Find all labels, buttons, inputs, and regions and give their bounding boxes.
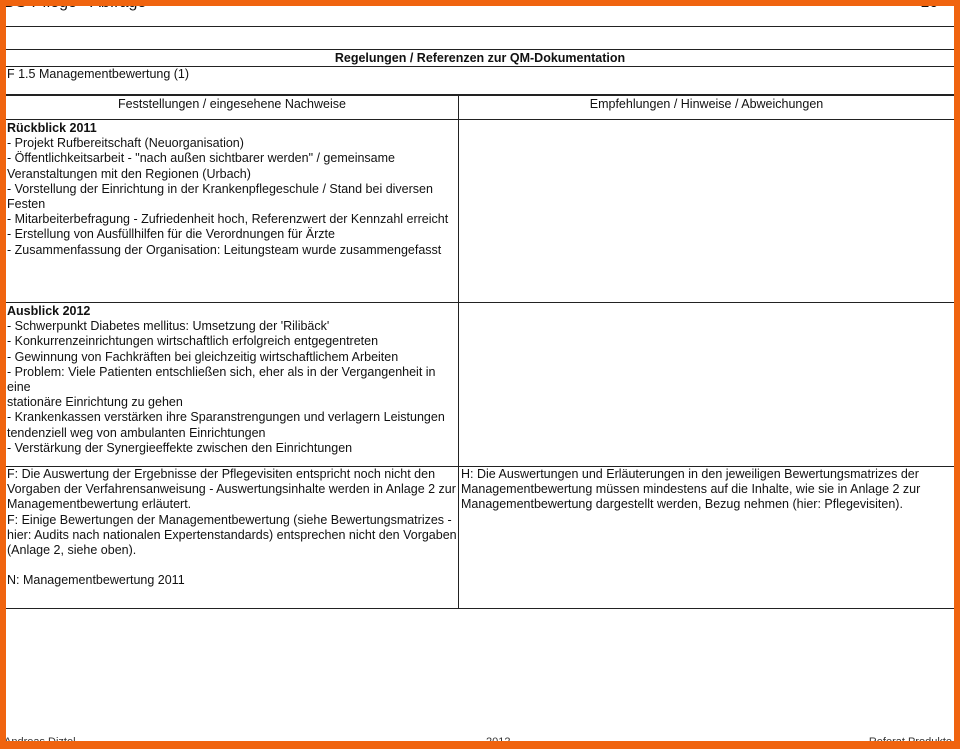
column-header-recommendations: Empfehlungen / Hinweise / Abweichungen <box>589 97 824 111</box>
section-subtitle: F 1.5 Managementbewertung (1) <box>7 67 190 81</box>
findings-cell <box>7 467 457 589</box>
column-header-findings: Feststellungen / eingesehene Nachweise <box>118 97 346 111</box>
rueckblick-cell <box>7 121 457 258</box>
table-bottom-rule <box>6 608 954 609</box>
column-header-bottom-rule <box>6 119 954 120</box>
ausblick-line: - Verstärkung der Synergieeffekte zwischen den Einrichtungen <box>7 440 353 455</box>
finding-line <box>7 558 457 573</box>
finding-line: Vorgaben der Verfahrensanweisung - Auswertungsinhalte werden in Anlage 2 zur <box>7 482 456 497</box>
ausblick-heading: Ausblick 2012 <box>7 304 91 318</box>
column-divider <box>458 95 459 609</box>
finding-line: N: Managementbewertung 2011 <box>7 573 185 588</box>
ausblick-line: - Krankenkassen verstärken ihre Sparanstrengungen und verlagern Leistungen <box>7 410 445 425</box>
frame-border-right <box>954 0 960 749</box>
rueckblick-line: - Öffentlichkeitsarbeit - "nach außen sichtbarer werden" / gemeinsame <box>7 151 395 166</box>
section-title: Regelungen / Referenzen zur QM-Dokumentation <box>334 51 626 65</box>
row-divider-1 <box>6 302 954 303</box>
ausblick-line: tendenziell weg von ambulanten Einrichtungen <box>7 425 266 440</box>
rueckblick-line: - Projekt Rufbereitschaft (Neuorganisation) <box>7 136 244 151</box>
column-header-top-rule <box>6 94 954 96</box>
frame-border-top <box>0 0 960 6</box>
ausblick-cell <box>7 304 457 456</box>
finding-line: F: Die Auswertung der Ergebnisse der Pflegevisiten entspricht noch nicht den <box>7 467 436 481</box>
frame-border-bottom <box>0 741 960 749</box>
ausblick-line: - Problem: Viele Patienten entschließen sich, eher als in der Vergangenheit in eine <box>7 364 439 395</box>
ausblick-line: - Gewinnung von Fachkräften bei gleichzeitig wirtschaftlichem Arbeiten <box>7 349 399 364</box>
section-top-rule <box>6 49 954 50</box>
header-rule <box>6 26 954 27</box>
rueckblick-line: - Zusammenfassung der Organisation: Leitungsteam wurde zusammengefasst <box>7 242 442 257</box>
finding-line: (Anlage 2, siehe oben). <box>7 543 137 558</box>
rueckblick-heading: Rückblick 2011 <box>7 121 97 135</box>
finding-line: hier: Audits nach nationalen Expertenstandards) entsprechen nicht den Vorgaben <box>7 527 457 542</box>
frame-border-left <box>0 0 6 749</box>
hint-line: Managementbewertung dargestellt werden, Bezug nehmen (hier: Pflegevisiten). <box>461 497 903 512</box>
finding-line: F: Einige Bewertungen der Managementbewertung (siehe Bewertungsmatrizes - <box>7 512 452 527</box>
rueckblick-line: - Erstellung von Ausfüllhilfen für die Verordnungen für Ärzte <box>7 227 335 242</box>
rueckblick-line: Festen <box>7 197 46 212</box>
hint-line: Managementbewertung müssen mindestens auf die Inhalte, wie sie in Anlage 2 zur <box>461 482 921 497</box>
ausblick-line: stationäre Einrichtung zu gehen <box>7 395 183 410</box>
hints-cell <box>461 467 951 513</box>
hint-line: H: Die Auswertungen und Erläuterungen in den jeweiligen Bewertungsmatrizes der <box>461 467 919 481</box>
rueckblick-line: - Mitarbeiterbefragung - Zufriedenheit hoch, Referenzwert der Kennzahl erreicht <box>7 212 449 227</box>
rueckblick-line: - Vorstellung der Einrichtung in der Krankenpflegeschule / Stand bei diversen <box>7 181 433 196</box>
ausblick-line: - Schwerpunkt Diabetes mellitus: Umsetzung der 'Rilibäck' <box>7 319 330 334</box>
rueckblick-line: Veranstaltungen mit den Regionen (Urbach) <box>7 166 251 181</box>
ausblick-line: - Konkurrenzeinrichtungen wirtschaftlich erfolgreich entgegentreten <box>7 334 379 349</box>
finding-line: Managementbewertung erläutert. <box>7 497 192 512</box>
